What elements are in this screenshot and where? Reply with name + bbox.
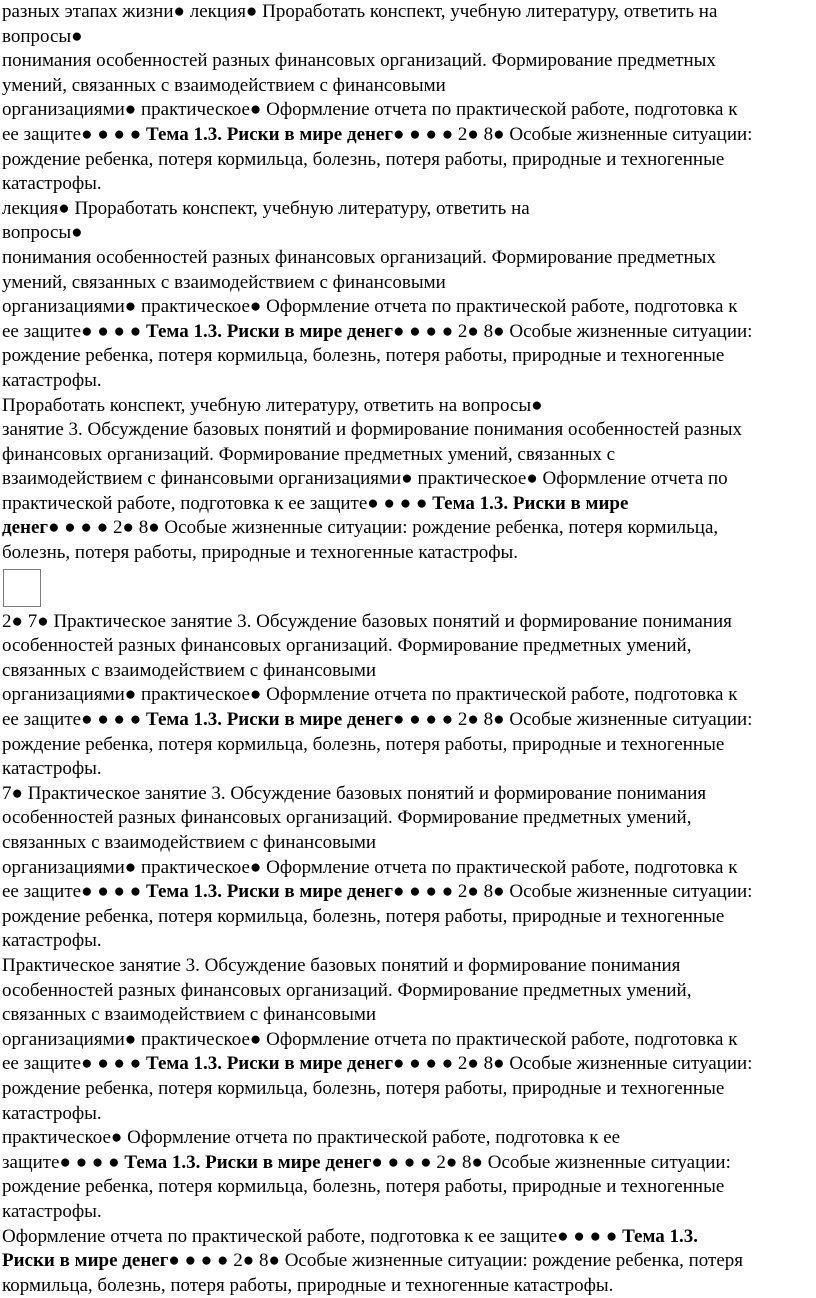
text-line <box>2 197 816 222</box>
text-run: Оформление отчета по практической работе, подготовка к ее защите● ● ● ● <box>2 1225 623 1247</box>
text-run: лекция● Проработать конспект, учебную литературу, ответить на <box>2 197 530 219</box>
text-run: ● ● ● ● 2● 8● Особые жизненные ситуации: <box>393 320 753 342</box>
text-run: особенностей разных финансовых организаций. Формирование предметных умений, <box>2 635 692 657</box>
text-run: ее защите● ● ● ● <box>2 881 146 903</box>
text-line <box>2 929 816 954</box>
text-line <box>2 221 816 246</box>
bold-text-run: Тема 1.3. Риски в мире денег <box>146 1053 394 1075</box>
text-line <box>2 1151 816 1176</box>
text-line <box>2 634 816 659</box>
text-line <box>2 344 816 369</box>
text-line <box>2 443 816 468</box>
text-line <box>2 246 816 271</box>
text-run: ● ● ● ● 2● 8● Особые жизненные ситуации: <box>393 881 753 903</box>
text-line <box>2 49 816 74</box>
text-run: вопросы● <box>2 25 83 47</box>
bold-text-run: Тема 1.3. <box>622 1225 699 1247</box>
text-line <box>2 659 816 684</box>
text-line <box>2 1052 816 1077</box>
text-run: разных этапах жизни● лекция● Проработать конспект, учебную литературу, ответить на <box>2 1 718 22</box>
text-line <box>2 683 816 708</box>
text-line <box>2 880 816 905</box>
text-run: умений, связанных с взаимодействием с финансовыми <box>2 271 446 293</box>
text-run: понимания особенностей разных финансовых организаций. Формирование предметных <box>2 246 716 268</box>
text-run: особенностей разных финансовых организаций. Формирование предметных умений, <box>2 807 692 829</box>
text-line <box>2 1200 816 1225</box>
text-line <box>2 1102 816 1127</box>
text-line <box>2 610 816 635</box>
text-run: организациями● практическое● Оформление отчета по практической работе, подготовка к <box>2 684 738 706</box>
text-line <box>2 1249 816 1274</box>
text-run: рождение ребенка, потеря кормильца, болезнь, потеря работы, природные и техногенные <box>2 1077 725 1099</box>
text-run: кормильца, болезнь, потеря работы, природные и техногенные катастрофы. <box>2 1274 614 1296</box>
text-line <box>2 1225 816 1250</box>
text-line <box>2 979 816 1004</box>
text-run: катастрофы. <box>2 173 102 195</box>
text-run: 7● Практическое занятие 3. Обсуждение базовых понятий и формирование понимания <box>2 782 707 804</box>
text-run: ее защите● ● ● ● <box>2 320 146 342</box>
text-line <box>2 492 816 517</box>
text-run: финансовых организаций. Формирование предметных умений, связанных с <box>2 443 616 465</box>
text-line <box>2 148 816 173</box>
text-run: связанных с взаимодействием с финансовыми <box>2 659 377 681</box>
text-run: ● ● ● ● 2● 8● Особые жизненные ситуации: рождение ребенка, потеря кормильца, <box>48 517 719 539</box>
text-line <box>2 1028 816 1053</box>
text-run: взаимодействием с финансовыми организациями● практическое● Оформление отчета по <box>2 468 728 490</box>
text-run: катастрофы. <box>2 1200 102 1222</box>
text-line <box>2 905 816 930</box>
text-line <box>2 369 816 394</box>
text-run: защите● ● ● ● <box>2 1151 125 1173</box>
text-run: катастрофы. <box>2 369 102 391</box>
text-run: понимания особенностей разных финансовых организаций. Формирование предметных <box>2 50 716 72</box>
text-run: занятие 3. Обсуждение базовых понятий и формирование понимания особенностей разных <box>2 419 742 441</box>
text-line <box>2 708 816 733</box>
text-line <box>2 856 816 881</box>
text-run: рождение ребенка, потеря кормильца, болезнь, потеря работы, природные и техногенные <box>2 345 725 367</box>
text-run: 2● 7● Практическое занятие 3. Обсуждение базовых понятий и формирование понимания <box>2 610 732 632</box>
bold-text-run: Тема 1.3. Риски в мире денег <box>146 320 394 342</box>
text-line <box>2 394 816 419</box>
text-run: связанных с взаимодействием с финансовыми <box>2 1004 377 1026</box>
text-run: организациями● практическое● Оформление отчета по практической работе, подготовка к <box>2 856 738 878</box>
text-line <box>2 954 816 979</box>
text-run: катастрофы. <box>2 1102 102 1124</box>
text-line <box>2 516 816 541</box>
bold-text-run: Тема 1.3. Риски в мире денег <box>146 709 394 731</box>
text-run: рождение ребенка, потеря кормильца, болезнь, потеря работы, природные и техногенные <box>2 905 725 927</box>
text-run: умений, связанных с взаимодействием с финансовыми <box>2 74 446 96</box>
text-line <box>2 806 816 831</box>
text-run: ее защите● ● ● ● <box>2 1053 146 1075</box>
text-line <box>2 1003 816 1028</box>
bold-text-run: Риски в мире денег <box>2 1250 169 1272</box>
bold-text-run: Тема 1.3. Риски в мире <box>432 492 629 514</box>
text-line <box>2 0 816 25</box>
text-line <box>2 418 816 443</box>
text-line <box>2 1175 816 1200</box>
text-run: связанных с взаимодействием с финансовыми <box>2 832 377 853</box>
text-line <box>2 123 816 148</box>
bold-text-run: Тема 1.3. Риски в мире денег <box>146 123 394 145</box>
text-run: ● ● ● ● 2● 8● Особые жизненные ситуации: <box>393 1053 753 1075</box>
text-line <box>2 1126 816 1151</box>
text-line <box>2 98 816 123</box>
text-line <box>2 320 816 345</box>
text-run: организациями● практическое● Оформление отчета по практической работе, подготовка к <box>2 1028 738 1050</box>
text-run: ● ● ● ● 2● 8● Особые жизненные ситуации: <box>393 123 753 145</box>
text-run: практическое● Оформление отчета по практической работе, подготовка к ее <box>2 1127 621 1149</box>
text-run: рождение ребенка, потеря кормильца, болезнь, потеря работы, природные и техногенные <box>2 1176 725 1198</box>
text-line <box>2 467 816 492</box>
text-run: болезнь, потеря работы, природные и техногенные катастрофы. <box>2 542 519 564</box>
text-run: Проработать конспект, учебную литературу, ответить на вопросы● <box>2 394 543 416</box>
text-run: особенностей разных финансовых организаций. Формирование предметных умений, <box>2 979 692 1001</box>
text-run: катастрофы. <box>2 758 102 780</box>
text-line <box>2 757 816 782</box>
text-run: ее защите● ● ● ● <box>2 709 146 731</box>
text-run: рождение ребенка, потеря кормильца, болезнь, потеря работы, природные и техногенные <box>2 733 725 755</box>
text-run: организациями● практическое● Оформление отчета по практической работе, подготовка к <box>2 296 738 318</box>
text-line <box>2 831 816 856</box>
text-line <box>2 782 816 807</box>
bold-text-run: Тема 1.3. Риски в мире денег <box>124 1151 372 1173</box>
empty-image-placeholder <box>3 569 41 607</box>
text-run: рождение ребенка, потеря кормильца, болезнь, потеря работы, природные и техногенные <box>2 148 725 170</box>
text-line <box>2 172 816 197</box>
text-line <box>2 295 816 320</box>
text-line <box>2 733 816 758</box>
text-run: ● ● ● ● 2● 8● Особые жизненные ситуации: рождение ребенка, потеря <box>168 1250 744 1272</box>
bold-text-run: денег <box>2 517 49 539</box>
text-run: ● ● ● ● 2● 8● Особые жизненные ситуации: <box>393 709 753 731</box>
text-run: ее защите● ● ● ● <box>2 123 146 145</box>
text-run: практической работе, подготовка к ее защите● ● ● ● <box>2 492 433 514</box>
text-line <box>2 1274 816 1298</box>
text-line <box>2 25 816 50</box>
text-run: организациями● практическое● Оформление отчета по практической работе, подготовка к <box>2 99 738 121</box>
text-run: Практическое занятие 3. Обсуждение базовых понятий и формирование понимания <box>2 954 681 976</box>
bold-text-run: Тема 1.3. Риски в мире денег <box>146 881 394 903</box>
text-line <box>2 541 816 566</box>
text-run: вопросы● <box>2 222 83 244</box>
text-run: ● ● ● ● 2● 8● Особые жизненные ситуации: <box>371 1151 731 1173</box>
text-line <box>2 1077 816 1102</box>
text-line <box>2 271 816 296</box>
text-line <box>2 74 816 99</box>
text-run: катастрофы. <box>2 930 102 952</box>
